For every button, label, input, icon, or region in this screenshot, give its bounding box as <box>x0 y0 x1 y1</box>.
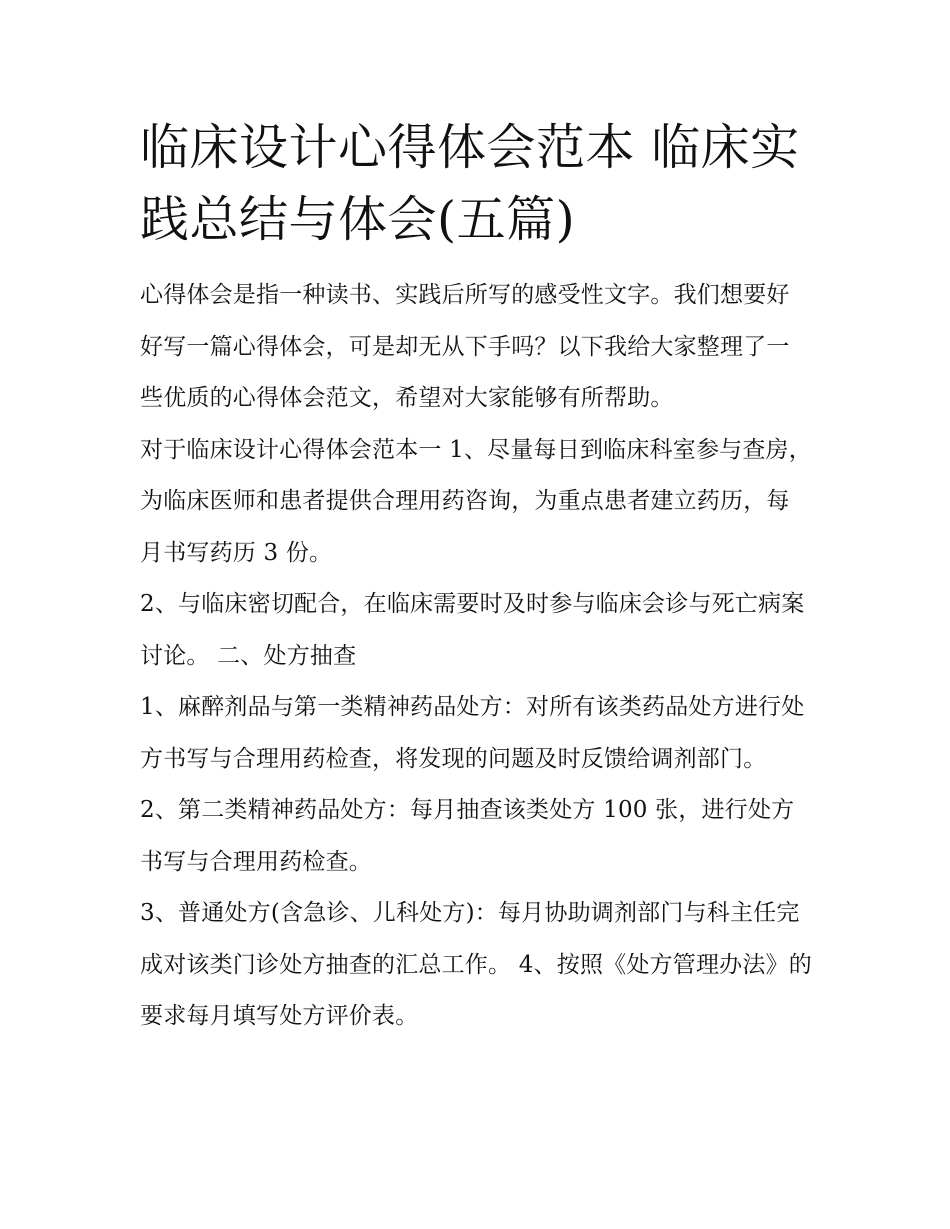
paragraph-prescription-1: 1、麻醉剂品与第一类精神药品处方：对所有该类药品处方进行处方书写与合理用药检查，将发现的问题及时反馈给调剂部门。 <box>140 694 805 772</box>
paragraph-intro: 心得体会是指一种读书、实践后所写的感受性文字。我们想要好好写一篇心得体会，可是却无从下手吗？以下我给大家整理了一些优质的心得体会范文，希望对大家能够有所帮助。 <box>140 282 790 411</box>
document-title: 临床设计心得体会范本 临床实践总结与体会(五篇) <box>140 119 800 248</box>
document-body <box>140 270 812 1043</box>
document-page <box>140 112 812 1043</box>
paragraph-prescription-3: 3、普通处方(含急诊、儿科处方)：每月协助调剂部门与科主任完成对该类门诊处方抽查的汇总工作。 4、按照《处方管理办法》的要求每月填写处方评价表。 <box>140 900 812 1029</box>
paragraph-item-2: 2、与临床密切配合，在临床需要时及时参与临床会诊与死亡病案讨论。 二、处方抽查 <box>140 591 805 669</box>
paragraph-prescription-2: 2、第二类精神药品处方：每月抽查该类处方 100 张，进行处方书写与合理用药检查。 <box>140 797 795 875</box>
paragraph-item-1: 对于临床设计心得体会范本一 1、尽量每日到临床科室参与查房，为临床医师和患者提供合理用药咨询，为重点患者建立药历，每月书写药历 3 份。 <box>140 436 812 566</box>
